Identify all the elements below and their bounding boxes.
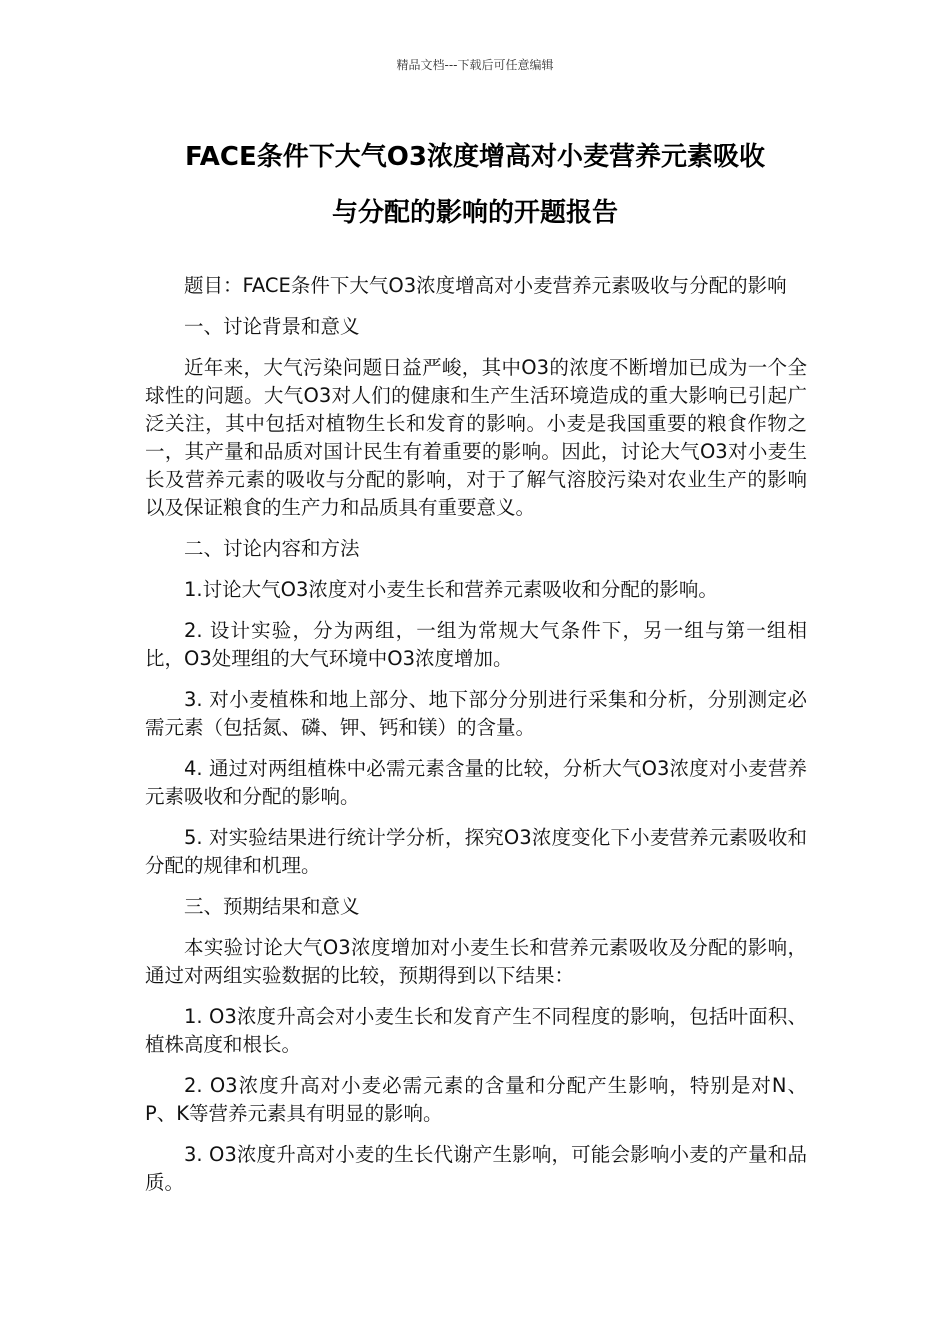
method-item-1: 1.讨论大气O3浓度对小麦生长和营养元素吸收和分配的影响。	[184, 578, 718, 601]
expected-result-3: 3. O3浓度升高对小麦的生长代谢产生影响，可能会影响小麦的产量和品质。	[145, 1143, 807, 1194]
expected-result-1: 1. O3浓度升高会对小麦生长和发育产生不同程度的影响，包括叶面积、植株高度和根长。	[145, 1005, 807, 1056]
method-item-5: 5. 对实验结果进行统计学分析，探究O3浓度变化下小麦营养元素吸收和分配的规律和机理。	[145, 826, 807, 877]
expected-result-2: 2. O3浓度升高对小麦必需元素的含量和分配产生影响，特别是对N、P、K等营养元素具有明显的影响。	[145, 1074, 807, 1125]
document-title-line-1: FACE条件下大气O3浓度增高对小麦营养元素吸收	[185, 142, 765, 172]
section-heading-expected-results: 三、预期结果和意义	[184, 895, 360, 918]
page-header-watermark: 精品文档---下载后可任意编辑	[396, 58, 554, 72]
background-paragraph: 近年来，大气污染问题日益严峻，其中O3的浓度不断增加已成为一个全球性的问题。大气O3对人们的健康和生产生活环境造成的重大影响已引起广泛关注，其中包括对植物生长和发育的影响。小麦是我国重要的粮食作物之一，其产量和品质对国计民生有着重要的影响。因此，讨论大气O3对小麦生长及营养元素的吸收与分配的影响，对于了解气溶胶污染对农业生产的影响以及保证粮食的生产力和品质具有重要意义。	[145, 356, 807, 519]
section-heading-background: 一、讨论背景和意义	[184, 315, 360, 338]
method-item-2: 2. 设计实验，分为两组，一组为常规大气条件下，另一组与第一组相比，O3处理组的大气环境中O3浓度增加。	[145, 619, 807, 670]
method-item-4: 4. 通过对两组植株中必需元素含量的比较，分析大气O3浓度对小麦营养元素吸收和分配的影响。	[145, 757, 807, 808]
section-heading-methods: 二、讨论内容和方法	[184, 537, 360, 560]
document-title-line-2: 与分配的影响的开题报告	[331, 198, 618, 228]
topic-paragraph: 题目：FACE条件下大气O3浓度增高对小麦营养元素吸收与分配的影响	[184, 274, 787, 297]
method-item-3: 3. 对小麦植株和地上部分、地下部分分别进行采集和分析，分别测定必需元素（包括氮、磷、钾、钙和镁）的含量。	[145, 688, 807, 739]
document-body	[145, 272, 807, 1210]
expected-results-intro: 本实验讨论大气O3浓度增加对小麦生长和营养元素吸收及分配的影响，通过对两组实验数据的比较，预期得到以下结果：	[145, 936, 807, 987]
